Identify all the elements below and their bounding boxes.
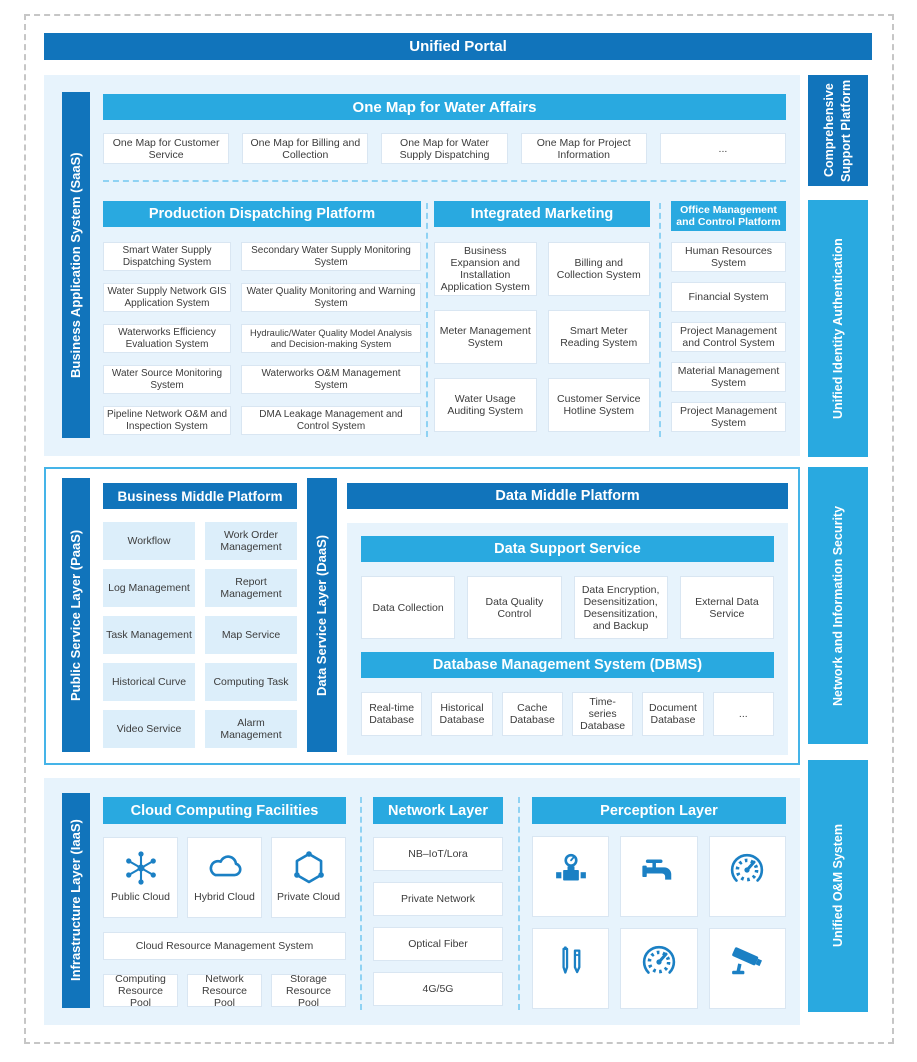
support-bar-label: Comprehensive Support Platform [822, 79, 853, 182]
production-grid [103, 242, 421, 435]
office-item: Project Management and Control System [671, 322, 786, 352]
marketing-item: Water Usage Auditing System [434, 378, 537, 432]
one-map-item: One Map for Water Supply Dispatching [381, 133, 507, 164]
support-bar-label: Unified O&M System [830, 824, 845, 948]
dbms-item: Time-series Database [572, 692, 633, 736]
paas-side-label: Public Service Layer (PaaS) [68, 529, 83, 701]
data-support-row [361, 576, 774, 639]
business-middle-item: Video Service [103, 710, 195, 748]
marketing-item: Meter Management System [434, 310, 537, 364]
production-item: Secondary Water Supply Monitoring System [241, 242, 421, 271]
unified-portal-header: Unified Portal [44, 33, 872, 60]
paas-side-bar [62, 478, 90, 752]
data-support-item: Data Quality Control [467, 576, 561, 639]
perception-tile [532, 928, 609, 1009]
comprehensive-support-platform-bar [808, 75, 868, 186]
perception-layer-header: Perception Layer [532, 797, 786, 824]
saas-side-label: Business Application System (SaaS) [68, 152, 83, 378]
cctv-camera-icon [726, 941, 768, 983]
iaas-section [44, 778, 800, 1025]
one-map-item: One Map for Billing and Collection [242, 133, 368, 164]
production-item: Waterworks Efficiency Evaluation System [103, 324, 231, 353]
cloud-computing-column [103, 797, 346, 1007]
dbms-row [361, 692, 774, 736]
marketing-grid [434, 242, 650, 432]
water-valve-icon [638, 849, 680, 891]
unified-om-system-bar [808, 760, 868, 1012]
paas-section [44, 467, 800, 765]
office-management-column [671, 201, 786, 432]
cloud-row [103, 837, 346, 918]
integrated-marketing-column [434, 201, 650, 432]
support-bar-label: Unified Identity Authentication [830, 238, 845, 419]
cloud-computing-header: Cloud Computing Facilities [103, 797, 346, 824]
iaas-column-divider [518, 797, 520, 1010]
dbms-item: Document Database [642, 692, 703, 736]
data-middle-header: Data Middle Platform [347, 483, 788, 509]
network-item: NB–IoT/Lora [373, 837, 503, 871]
production-item: Water Supply Network GIS Application System [103, 283, 231, 312]
network-list [373, 837, 503, 1006]
saas-columns [103, 201, 786, 439]
production-item: Water Source Monitoring System [103, 365, 231, 394]
dbms-item: Real-time Database [361, 692, 422, 736]
private-cloud-icon [288, 847, 330, 889]
production-header: Production Dispatching Platform [103, 201, 421, 227]
cloud-item-label: Private Cloud [276, 891, 341, 903]
network-layer-header: Network Layer [373, 797, 503, 824]
office-item: Financial System [671, 282, 786, 312]
data-support-item: External Data Service [680, 576, 774, 639]
office-item: Project Management System [671, 402, 786, 432]
office-header: Office Management and Control Platform [671, 201, 786, 231]
iaas-side-label: Infrastructure Layer (IaaS) [68, 819, 83, 982]
iaas-column-divider [360, 797, 362, 1010]
cloud-resource-management-box: Cloud Resource Management System [103, 932, 346, 960]
one-map-item: One Map for Project Information [521, 133, 647, 164]
saas-side-bar [62, 92, 90, 438]
business-middle-platform [103, 483, 297, 748]
pressure-gauge-icon [726, 849, 768, 891]
cloud-item-label: Public Cloud [111, 891, 170, 903]
perception-tile [709, 928, 786, 1009]
resource-pool-item: Computing Resource Pool [103, 974, 178, 1007]
business-middle-item: Map Service [205, 616, 297, 654]
one-map-row [103, 133, 786, 164]
cloud-item-private [271, 837, 346, 918]
business-middle-grid [103, 522, 297, 748]
production-item: Water Quality Monitoring and Warning System [241, 283, 421, 312]
cloud-item-hybrid [187, 837, 262, 918]
one-map-item-more: ... [660, 133, 786, 164]
production-item: Pipeline Network O&M and Inspection System [103, 406, 231, 435]
production-item: Hydraulic/Water Quality Model Analysis and Decision-making System [241, 324, 421, 353]
marketing-header: Integrated Marketing [434, 201, 650, 227]
business-middle-item: Work Order Management [205, 522, 297, 560]
saas-section [44, 75, 800, 456]
cloud-item-public [103, 837, 178, 918]
network-item: 4G/5G [373, 972, 503, 1006]
network-item: Optical Fiber [373, 927, 503, 961]
production-item: Smart Water Supply Dispatching System [103, 242, 231, 271]
one-map-header: One Map for Water Affairs [103, 94, 786, 120]
perception-tile [620, 836, 697, 917]
resource-pool-item: Network Resource Pool [187, 974, 262, 1007]
pressure-gauge-icon [638, 941, 680, 983]
business-middle-item: Computing Task [205, 663, 297, 701]
perception-grid [532, 836, 786, 1009]
daas-side-bar [307, 478, 337, 752]
production-item: DMA Leakage Management and Control System [241, 406, 421, 435]
saas-column-divider [426, 203, 428, 437]
perception-tile [709, 836, 786, 917]
cloud-item-label: Hybrid Cloud [194, 891, 255, 903]
resource-pool-row [103, 974, 346, 1007]
marketing-item: Business Expansion and Installation Application System [434, 242, 537, 296]
one-map-item: One Map for Customer Service [103, 133, 229, 164]
network-item: Private Network [373, 882, 503, 916]
dbms-item: Historical Database [431, 692, 492, 736]
support-bar-label: Network and Information Security [830, 505, 845, 706]
unified-identity-authentication-bar [808, 200, 868, 457]
resource-pool-item: Storage Resource Pool [271, 974, 346, 1007]
dbms-item-more: ... [713, 692, 774, 736]
data-middle-body [347, 523, 788, 755]
business-middle-item: Task Management [103, 616, 195, 654]
production-dispatching-column [103, 201, 421, 435]
production-item: Waterworks O&M Management System [241, 365, 421, 394]
business-middle-item: Workflow [103, 522, 195, 560]
data-support-item: Data Collection [361, 576, 455, 639]
sensor-probes-icon [550, 941, 592, 983]
business-middle-header: Business Middle Platform [103, 483, 297, 509]
data-support-item: Data Encryption, Desensitization, Desensitization, and Backup [574, 576, 668, 639]
business-middle-item: Historical Curve [103, 663, 195, 701]
network-layer-column [373, 797, 503, 1006]
network-information-security-bar [808, 467, 868, 744]
hybrid-cloud-icon [204, 847, 246, 889]
water-meter-icon [550, 849, 592, 891]
office-item: Human Resources System [671, 242, 786, 272]
business-middle-item: Alarm Management [205, 710, 297, 748]
marketing-item: Smart Meter Reading System [548, 310, 651, 364]
data-support-header: Data Support Service [361, 536, 774, 562]
saas-horizontal-divider [103, 180, 786, 182]
iaas-side-bar [62, 793, 90, 1008]
business-middle-item: Report Management [205, 569, 297, 607]
office-item: Material Management System [671, 362, 786, 392]
daas-side-label: Data Service Layer (DaaS) [314, 534, 329, 696]
perception-tile [620, 928, 697, 1009]
dbms-item: Cache Database [502, 692, 563, 736]
perception-layer-column [532, 797, 786, 1009]
marketing-item: Billing and Collection System [548, 242, 651, 296]
office-list [671, 242, 786, 432]
saas-column-divider [659, 203, 661, 437]
perception-tile [532, 836, 609, 917]
business-middle-item: Log Management [103, 569, 195, 607]
marketing-item: Customer Service Hotline System [548, 378, 651, 432]
data-middle-platform [347, 483, 788, 755]
public-cloud-icon [120, 847, 162, 889]
dbms-header: Database Management System (DBMS) [361, 652, 774, 678]
